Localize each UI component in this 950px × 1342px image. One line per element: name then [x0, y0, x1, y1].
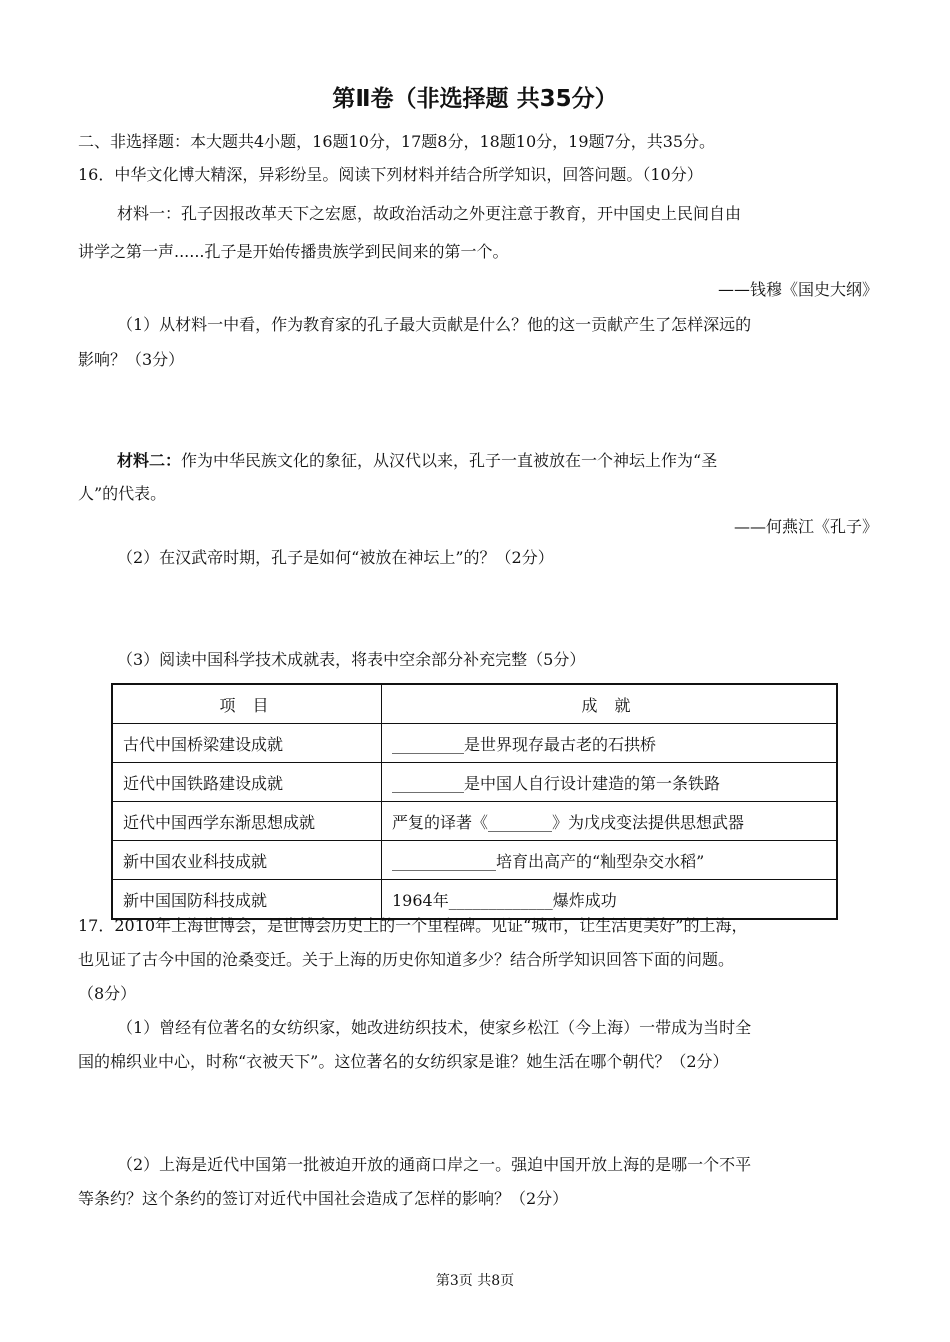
table-cell-achievement[interactable]: _________是世界现存最古老的石拱桥	[382, 724, 838, 763]
q16-sub3: （3）阅读中国科学技术成就表，将表中空余部分补充完整（5分）	[117, 650, 586, 669]
q17-sub2-line2: 等条约？这个条约的签订对近代中国社会造成了怎样的影响？（2分）	[78, 1189, 569, 1208]
table-row	[112, 841, 837, 880]
section-title: 第Ⅱ卷（非选择题 共35分）	[332, 86, 618, 112]
q16-sub1-line1: （1）从材料一中看，作为教育家的孔子最大贡献是什么？他的这一贡献产生了怎样深远的	[117, 315, 752, 334]
page-footer: 第3页 共8页	[435, 1273, 515, 1289]
table-header-row	[112, 684, 837, 724]
q17-sub1-line2: 国的棉织业中心，时称“衣被天下”。这位著名的女纺织家是谁？她生活在哪个朝代？（2分）	[78, 1052, 729, 1071]
q16-material1-source: ——钱穆《国史大纲》	[717, 280, 878, 299]
q16-stem: 16．中华文化博大精深，异彩纷呈。阅读下列材料并结合所学知识，回答问题。（10分）	[78, 165, 703, 184]
section-intro: 二、非选择题：本大题共4小题，16题10分，17题8分，18题10分，19题7分，共35分。	[78, 132, 716, 151]
q16-material2-line2: 人”的代表。	[78, 484, 167, 503]
table-cell-item: 新中国国防科技成就	[112, 880, 382, 920]
table-cell-achievement[interactable]: 严复的译著《________》为戊戌变法提供思想武器	[382, 802, 838, 841]
table-header-item: 项 目	[112, 684, 382, 724]
table-cell-item: 新中国农业科技成就	[112, 841, 382, 880]
table-cell-item: 古代中国桥梁建设成就	[112, 724, 382, 763]
q16-sub1-line2: 影响？（3分）	[78, 350, 185, 369]
q16-material2-source: ——何燕江《孔子》	[733, 517, 878, 536]
table-row	[112, 724, 837, 763]
q16-material2-label: 材料二：	[117, 451, 182, 470]
q17-stem-line2: 也见证了古今中国的沧桑变迁。关于上海的历史你知道多少？结合所学知识回答下面的问题。	[78, 950, 735, 969]
q16-material2-text: 作为中华民族文化的象征，从汉代以来，孔子一直被放在一个神坛上作为“圣	[181, 451, 718, 470]
q16-material2-line1	[117, 449, 877, 473]
q17-stem-line3: （8分）	[78, 984, 137, 1003]
q17-sub1-line1: （1）曾经有位著名的女纺织家，她改进纺织技术，使家乡松江（今上海）一带成为当时全	[117, 1018, 752, 1037]
table-header-achievement: 成 就	[382, 684, 838, 724]
achievements-table	[111, 683, 838, 920]
q16-material1-line2: 讲学之第一声......孔子是开始传播贵族学到民间来的第一个。	[78, 242, 509, 261]
table-cell-item: 近代中国铁路建设成就	[112, 763, 382, 802]
table-cell-achievement[interactable]: 1964年_____________爆炸成功	[382, 880, 838, 920]
table-cell-item: 近代中国西学东渐思想成就	[112, 802, 382, 841]
q16-material1-line1: 材料一：孔子因报改革天下之宏愿，故政治活动之外更注意于教育，开中国史上民间自由	[117, 204, 742, 223]
table-cell-achievement[interactable]: _____________培育出高产的“籼型杂交水稻”	[382, 841, 838, 880]
table-row	[112, 802, 837, 841]
q17-sub2-line1: （2）上海是近代中国第一批被迫开放的通商口岸之一。强迫中国开放上海的是哪一个不平	[117, 1155, 752, 1174]
table-cell-achievement[interactable]: _________是中国人自行设计建造的第一条铁路	[382, 763, 838, 802]
q17-stem-line1: 17．2010年上海世博会，是世博会历史上的一个里程碑。见证“城市，让生活更美好”的上海，	[78, 916, 748, 935]
q16-sub2: （2）在汉武帝时期，孔子是如何“被放在神坛上”的？（2分）	[117, 548, 554, 567]
table-row	[112, 763, 837, 802]
